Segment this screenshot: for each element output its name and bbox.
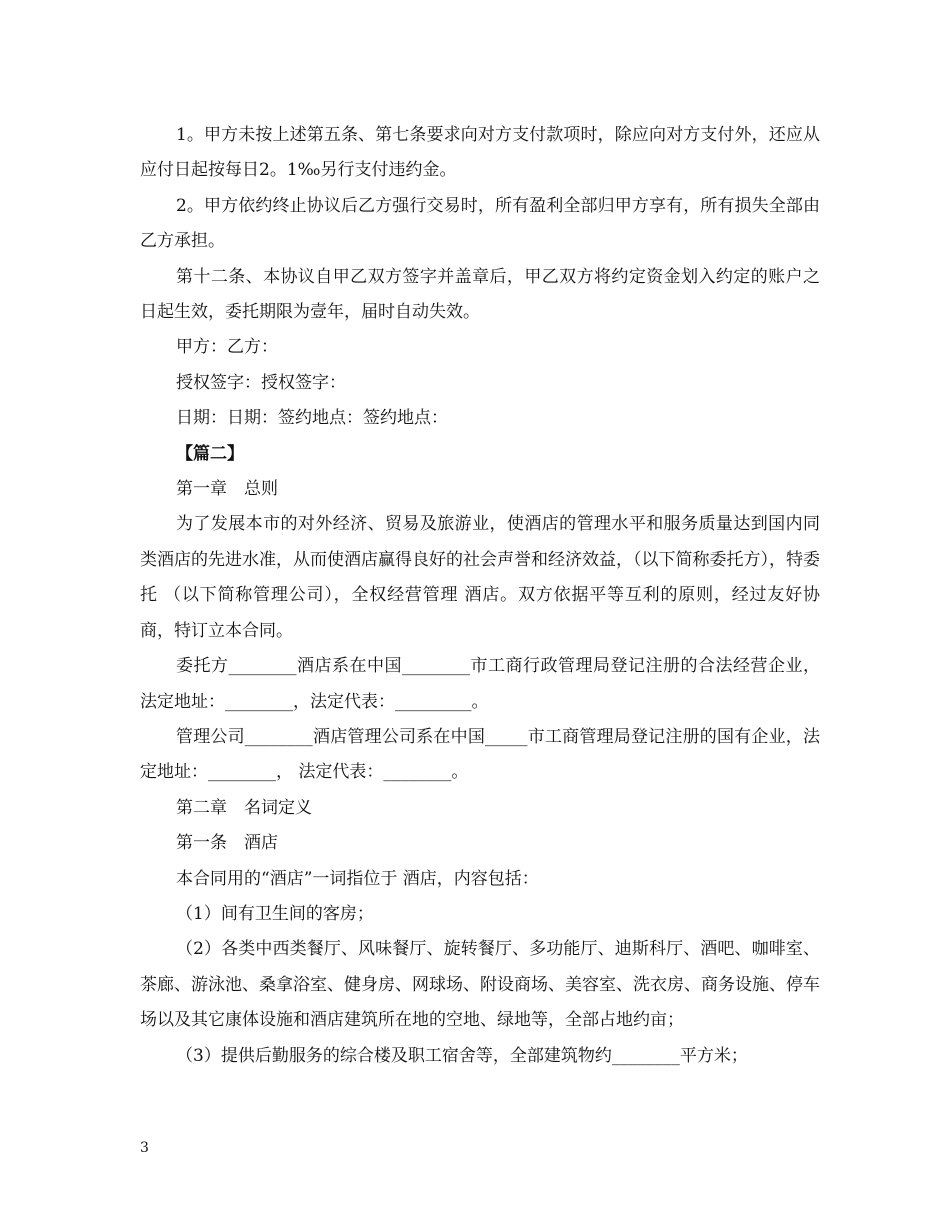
list-item-3: （3）提供后勤服务的综合楼及职工宿舍等，全部建筑物约________平方米； <box>176 1045 748 1066</box>
paragraph-management-party: 管理公司________酒店管理公司系在中国_____市工商管理局登记注册的国有企业，法定地址：________， 法定代表：________。 <box>140 726 820 783</box>
document-body <box>140 118 820 1074</box>
signature-parties-line: 甲方：乙方： <box>176 337 278 358</box>
signature-authorized-line: 授权签字：授权签字： <box>176 372 346 393</box>
paragraph-preamble: 为了发展本市的对外经济、贸易及旅游业，使酒店的管理水平和服务质量达到国内同类酒店的先进水准，从而使酒店赢得良好的社会声誉和经济效益，（以下简称委托方），特委托 （以下简称管理公司），全权经营管理 酒店。双方依据平等互利的原则，经过友好协商，特订立本合同。 <box>140 514 820 641</box>
article-heading-1: 第一条 酒店 <box>176 833 278 854</box>
paragraph-hotel-definition: 本合同用的“酒店”一词指位于 酒店，内容包括： <box>176 868 539 889</box>
chapter-heading-1: 第一章 总则 <box>176 479 278 500</box>
signature-date-place-line: 日期：日期：签约地点：签约地点： <box>176 408 448 429</box>
paragraph-penalty-2: 2。甲方依约终止协议后乙方强行交易时，所有盈利全部归甲方享有，所有损失全部由乙方承担。 <box>140 195 820 252</box>
paragraph-client-party: 委托方________酒店系在中国________市工商行政管理局登记注册的合法经营企业，法定地址：________，法定代表：_________。 <box>140 656 820 712</box>
page-number: 3 <box>140 1140 149 1156</box>
list-item-1: （1）间有卫生间的客房； <box>176 903 374 924</box>
list-item-2: （2）各类中西类餐厅、风味餐厅、旋转餐厅、多功能厅、迪斯科厅、酒吧、咖啡室、茶廊、游泳池、桑拿浴室、健身房、网球场、附设商场、美容室、洗衣房、商务设施、停车场以及其它康体设施和酒店建筑所在地的空地、绿地等，全部占地约亩； <box>140 939 820 1031</box>
paragraph-penalty-1: 1。甲方未按上述第五条、第七条要求向对方支付款项时，除应向对方支付外，还应从应付日起按每日2。1‰另行支付违约金。 <box>140 125 820 181</box>
chapter-heading-2: 第二章 名词定义 <box>176 797 312 818</box>
paragraph-article-12: 第十二条、本协议自甲乙双方签字并盖章后，甲乙双方将约定资金划入约定的账户之日起生效，委托期限为壹年，届时自动失效。 <box>140 266 820 323</box>
section-heading-part-two: 【篇二】 <box>176 443 244 464</box>
